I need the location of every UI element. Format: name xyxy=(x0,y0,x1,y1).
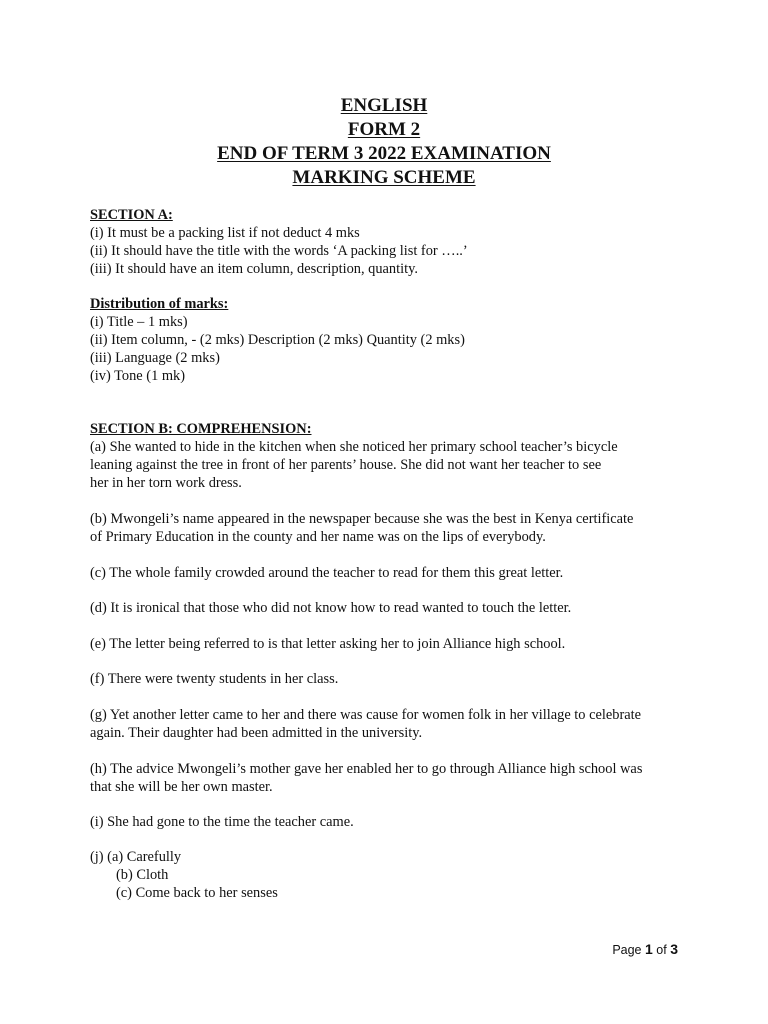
answer-g: again. Their daughter had been admitted in the university. xyxy=(90,725,423,741)
answer-e-block xyxy=(90,635,690,653)
title-form: FORM 2 xyxy=(347,119,421,140)
answer-a: (a) She wanted to hide in the kitchen when she noticed her primary school teacher’s bicycle xyxy=(90,439,618,455)
answer-h-block xyxy=(90,760,690,796)
section-b-heading: SECTION B: COMPREHENSION: xyxy=(90,421,312,437)
distribution-item: (i) Title – 1 mks) xyxy=(90,314,188,330)
distribution-item: (iv) Tone (1 mk) xyxy=(90,368,186,384)
answer-i: (i) She had gone to the time the teacher came. xyxy=(90,814,354,830)
answer-e: (e) The letter being referred to is that letter asking her to join Alliance high school. xyxy=(90,636,566,652)
answer-b: of Primary Education in the county and her name was on the lips of everybody. xyxy=(90,529,546,545)
answer-g: (g) Yet another letter came to her and there was cause for women folk in her village to celebrate xyxy=(90,707,642,723)
answer-h: (h) The advice Mwongeli’s mother gave her enabled her to go through Alliance high school was xyxy=(90,761,643,777)
of-word: of xyxy=(656,943,667,957)
section-a xyxy=(90,206,690,278)
distribution-of-marks xyxy=(90,295,690,385)
answer-d-block xyxy=(90,599,690,617)
answer-b-block xyxy=(90,510,690,546)
answer-j-sub: (b) Cloth xyxy=(116,867,169,883)
page-number: 1 xyxy=(645,941,653,957)
section-a-item: (i) It must be a packing list if not deduct 4 mks xyxy=(90,225,360,241)
answer-c-block xyxy=(90,564,690,582)
distribution-heading: Distribution of marks: xyxy=(90,296,229,312)
answer-j-block xyxy=(90,848,690,902)
page-word: Page xyxy=(612,943,642,957)
document-title-block xyxy=(0,94,768,190)
section-a-item: (ii) It should have the title with the words ‘A packing list for …..’ xyxy=(90,243,468,259)
page-total: 3 xyxy=(670,941,678,957)
answer-j-sub: (c) Come back to her senses xyxy=(116,885,278,901)
answer-d: (d) It is ironical that those who did not know how to read wanted to touch the letter. xyxy=(90,600,572,616)
section-a-heading: SECTION A: xyxy=(90,207,173,223)
title-subject: ENGLISH xyxy=(340,95,428,116)
title-exam: END OF TERM 3 2022 EXAMINATION xyxy=(217,143,551,164)
answer-i-block xyxy=(90,813,690,831)
answer-f: (f) There were twenty students in her class. xyxy=(90,671,339,687)
answer-a: her in her torn work dress. xyxy=(90,475,242,491)
page-footer xyxy=(612,941,678,957)
distribution-item: (iii) Language (2 mks) xyxy=(90,350,220,366)
answer-j: (j) (a) Carefully xyxy=(90,849,182,865)
section-a-item: (iii) It should have an item column, description, quantity. xyxy=(90,261,418,277)
answer-f-block xyxy=(90,670,690,688)
title-marking-scheme: MARKING SCHEME xyxy=(292,167,476,188)
section-b xyxy=(90,420,690,492)
answer-b: (b) Mwongeli’s name appeared in the newspaper because she was the best in Kenya certificate xyxy=(90,511,634,527)
answer-h: that she will be her own master. xyxy=(90,779,273,795)
answer-g-block xyxy=(90,706,690,742)
distribution-item: (ii) Item column, - (2 mks) Description (2 mks) Quantity (2 mks) xyxy=(90,332,465,348)
answer-c: (c) The whole family crowded around the teacher to read for them this great letter. xyxy=(90,565,564,581)
answer-a: leaning against the tree in front of her parents’ house. She did not want her teacher to see xyxy=(90,457,602,473)
